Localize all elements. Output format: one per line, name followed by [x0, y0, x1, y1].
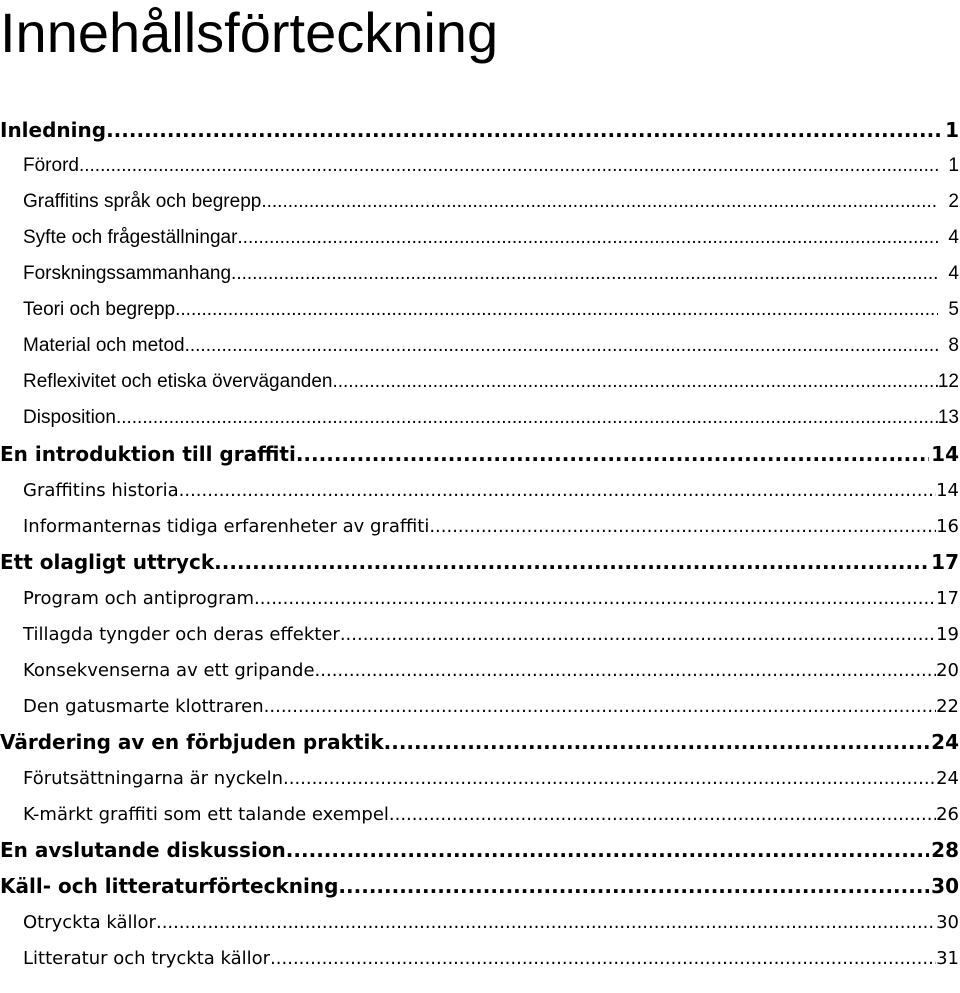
- toc-entry-page: 24: [931, 730, 959, 754]
- toc-entry-page: 22: [936, 695, 959, 717]
- toc-entry-page: 19: [936, 623, 959, 645]
- toc-entry-label: Otryckta källor: [23, 911, 156, 933]
- toc-leader-dots: [79, 155, 938, 177]
- toc-entry[interactable]: [0, 472, 960, 508]
- toc-leader-dots: [179, 480, 936, 501]
- toc-entry-label: Teori och begrepp: [23, 299, 176, 320]
- toc-entry[interactable]: [0, 652, 960, 688]
- toc-entry-label: Material och metod: [23, 335, 185, 356]
- toc-entry-page: 4: [948, 263, 959, 284]
- toc-leader-dots: [156, 912, 936, 933]
- toc-entry-label: Program och antiprogram: [23, 587, 255, 609]
- toc-entry-label: Värdering av en förbjuden praktik: [0, 730, 384, 754]
- toc-leader-dots: [332, 371, 937, 393]
- toc-entry-page: 30: [931, 874, 959, 898]
- toc-entry-page: 30: [936, 911, 959, 933]
- toc-entry-page: 12: [937, 371, 959, 392]
- toc-entry-page: 13: [937, 407, 959, 428]
- toc-entry-label: Disposition: [23, 407, 116, 428]
- toc-leader-dots: [175, 299, 938, 321]
- toc-entry-label: Forskningssammanhang: [23, 263, 232, 284]
- toc-entry-page: 14: [931, 442, 959, 466]
- toc-entry-page: 4: [948, 227, 959, 248]
- toc-entry-label: Käll- och litteraturförteckning: [0, 874, 339, 898]
- toc-entry[interactable]: [0, 220, 960, 256]
- toc-leader-dots: [389, 804, 936, 825]
- toc-leader-dots: [340, 624, 936, 645]
- toc-entry-page: 16: [936, 515, 959, 537]
- toc-entry[interactable]: [0, 364, 960, 400]
- toc-leader-dots: [283, 768, 936, 789]
- toc-entry[interactable]: [0, 148, 960, 184]
- toc-entry-label: Tillagda tyngder och deras effekter: [23, 623, 340, 645]
- toc-entry[interactable]: [0, 112, 960, 148]
- toc-entry-label: Ett olagligt uttryck: [0, 550, 215, 574]
- toc-entry[interactable]: [0, 832, 960, 868]
- toc-entry[interactable]: [0, 616, 960, 652]
- toc-entry-page: 2: [948, 191, 959, 212]
- toc-entry-label: Den gatusmarte klottraren: [23, 695, 264, 717]
- toc-entry-page: 28: [931, 838, 959, 862]
- toc-entry-label: Reflexivitet och etiska överväganden: [23, 371, 333, 392]
- toc-entry-label: Graffitins historia: [23, 479, 179, 501]
- page-title: Innehållsförteckning: [0, 1, 499, 64]
- toc-entry[interactable]: [0, 400, 960, 436]
- toc-entry[interactable]: [0, 940, 960, 976]
- toc-entry-label: En introduktion till graffiti: [0, 442, 296, 466]
- toc-entry[interactable]: [0, 436, 960, 472]
- toc-entry-label: En avslutande diskussion: [0, 838, 286, 862]
- toc-entry-label: K-märkt graffiti som ett talande exempel: [23, 803, 389, 825]
- toc-entry[interactable]: [0, 796, 960, 832]
- toc-entry-label: Graffitins språk och begrepp: [23, 191, 262, 212]
- toc-leader-dots: [264, 696, 936, 717]
- toc-leader-dots: [429, 516, 936, 537]
- toc-entry-page: 26: [936, 803, 959, 825]
- toc-entry-page: 14: [936, 479, 959, 501]
- toc-leader-dots: [270, 948, 936, 969]
- toc-entry[interactable]: [0, 184, 960, 220]
- toc-leader-dots: [315, 660, 937, 681]
- toc-entry-label: Informanternas tidiga erfarenheter av graffiti: [23, 515, 430, 537]
- toc-entry[interactable]: [0, 688, 960, 724]
- toc-entry-label: Förutsättningarna är nyckeln: [23, 767, 284, 789]
- toc-entry-label: Förord: [23, 155, 79, 176]
- toc-entry[interactable]: [0, 724, 960, 760]
- toc-leader-dots: [384, 730, 930, 754]
- toc-leader-dots: [231, 263, 938, 285]
- toc-leader-dots: [286, 838, 929, 862]
- toc-entry[interactable]: [0, 580, 960, 616]
- toc-leader-dots: [116, 407, 938, 429]
- toc-entry[interactable]: [0, 760, 960, 796]
- toc-entry-page: 1: [945, 118, 959, 142]
- toc-entry-label: Inledning: [0, 118, 107, 142]
- toc-entry[interactable]: [0, 328, 960, 364]
- toc-leader-dots: [214, 550, 929, 574]
- toc-entry[interactable]: [0, 292, 960, 328]
- toc-entry[interactable]: [0, 256, 960, 292]
- toc-entry-page: 1: [948, 155, 959, 176]
- toc-leader-dots: [296, 442, 929, 466]
- toc-entry-page: 31: [936, 947, 959, 969]
- toc-entry-page: 17: [936, 587, 959, 609]
- toc-entry[interactable]: [0, 868, 960, 904]
- toc-entry-label: Konsekvenserna av ett gripande: [23, 659, 315, 681]
- toc-leader-dots: [261, 191, 938, 213]
- toc-entry[interactable]: [0, 544, 960, 580]
- toc-entry[interactable]: [0, 904, 960, 940]
- toc-leader-dots: [185, 335, 939, 357]
- toc-entry-page: 8: [948, 335, 959, 356]
- toc-entry-label: Syfte och frågeställningar: [23, 227, 238, 248]
- toc-leader-dots: [237, 227, 938, 249]
- toc-entry-label: Litteratur och tryckta källor: [23, 947, 271, 969]
- toc-entry-page: 20: [936, 659, 959, 681]
- toc-leader-dots: [338, 874, 929, 898]
- toc-entry-page: 17: [931, 550, 959, 574]
- toc-entry-page: 24: [936, 767, 959, 789]
- toc-leader-dots: [254, 588, 936, 609]
- toc-entry-page: 5: [948, 299, 959, 320]
- toc-leader-dots: [106, 118, 943, 142]
- toc-entry[interactable]: [0, 508, 960, 544]
